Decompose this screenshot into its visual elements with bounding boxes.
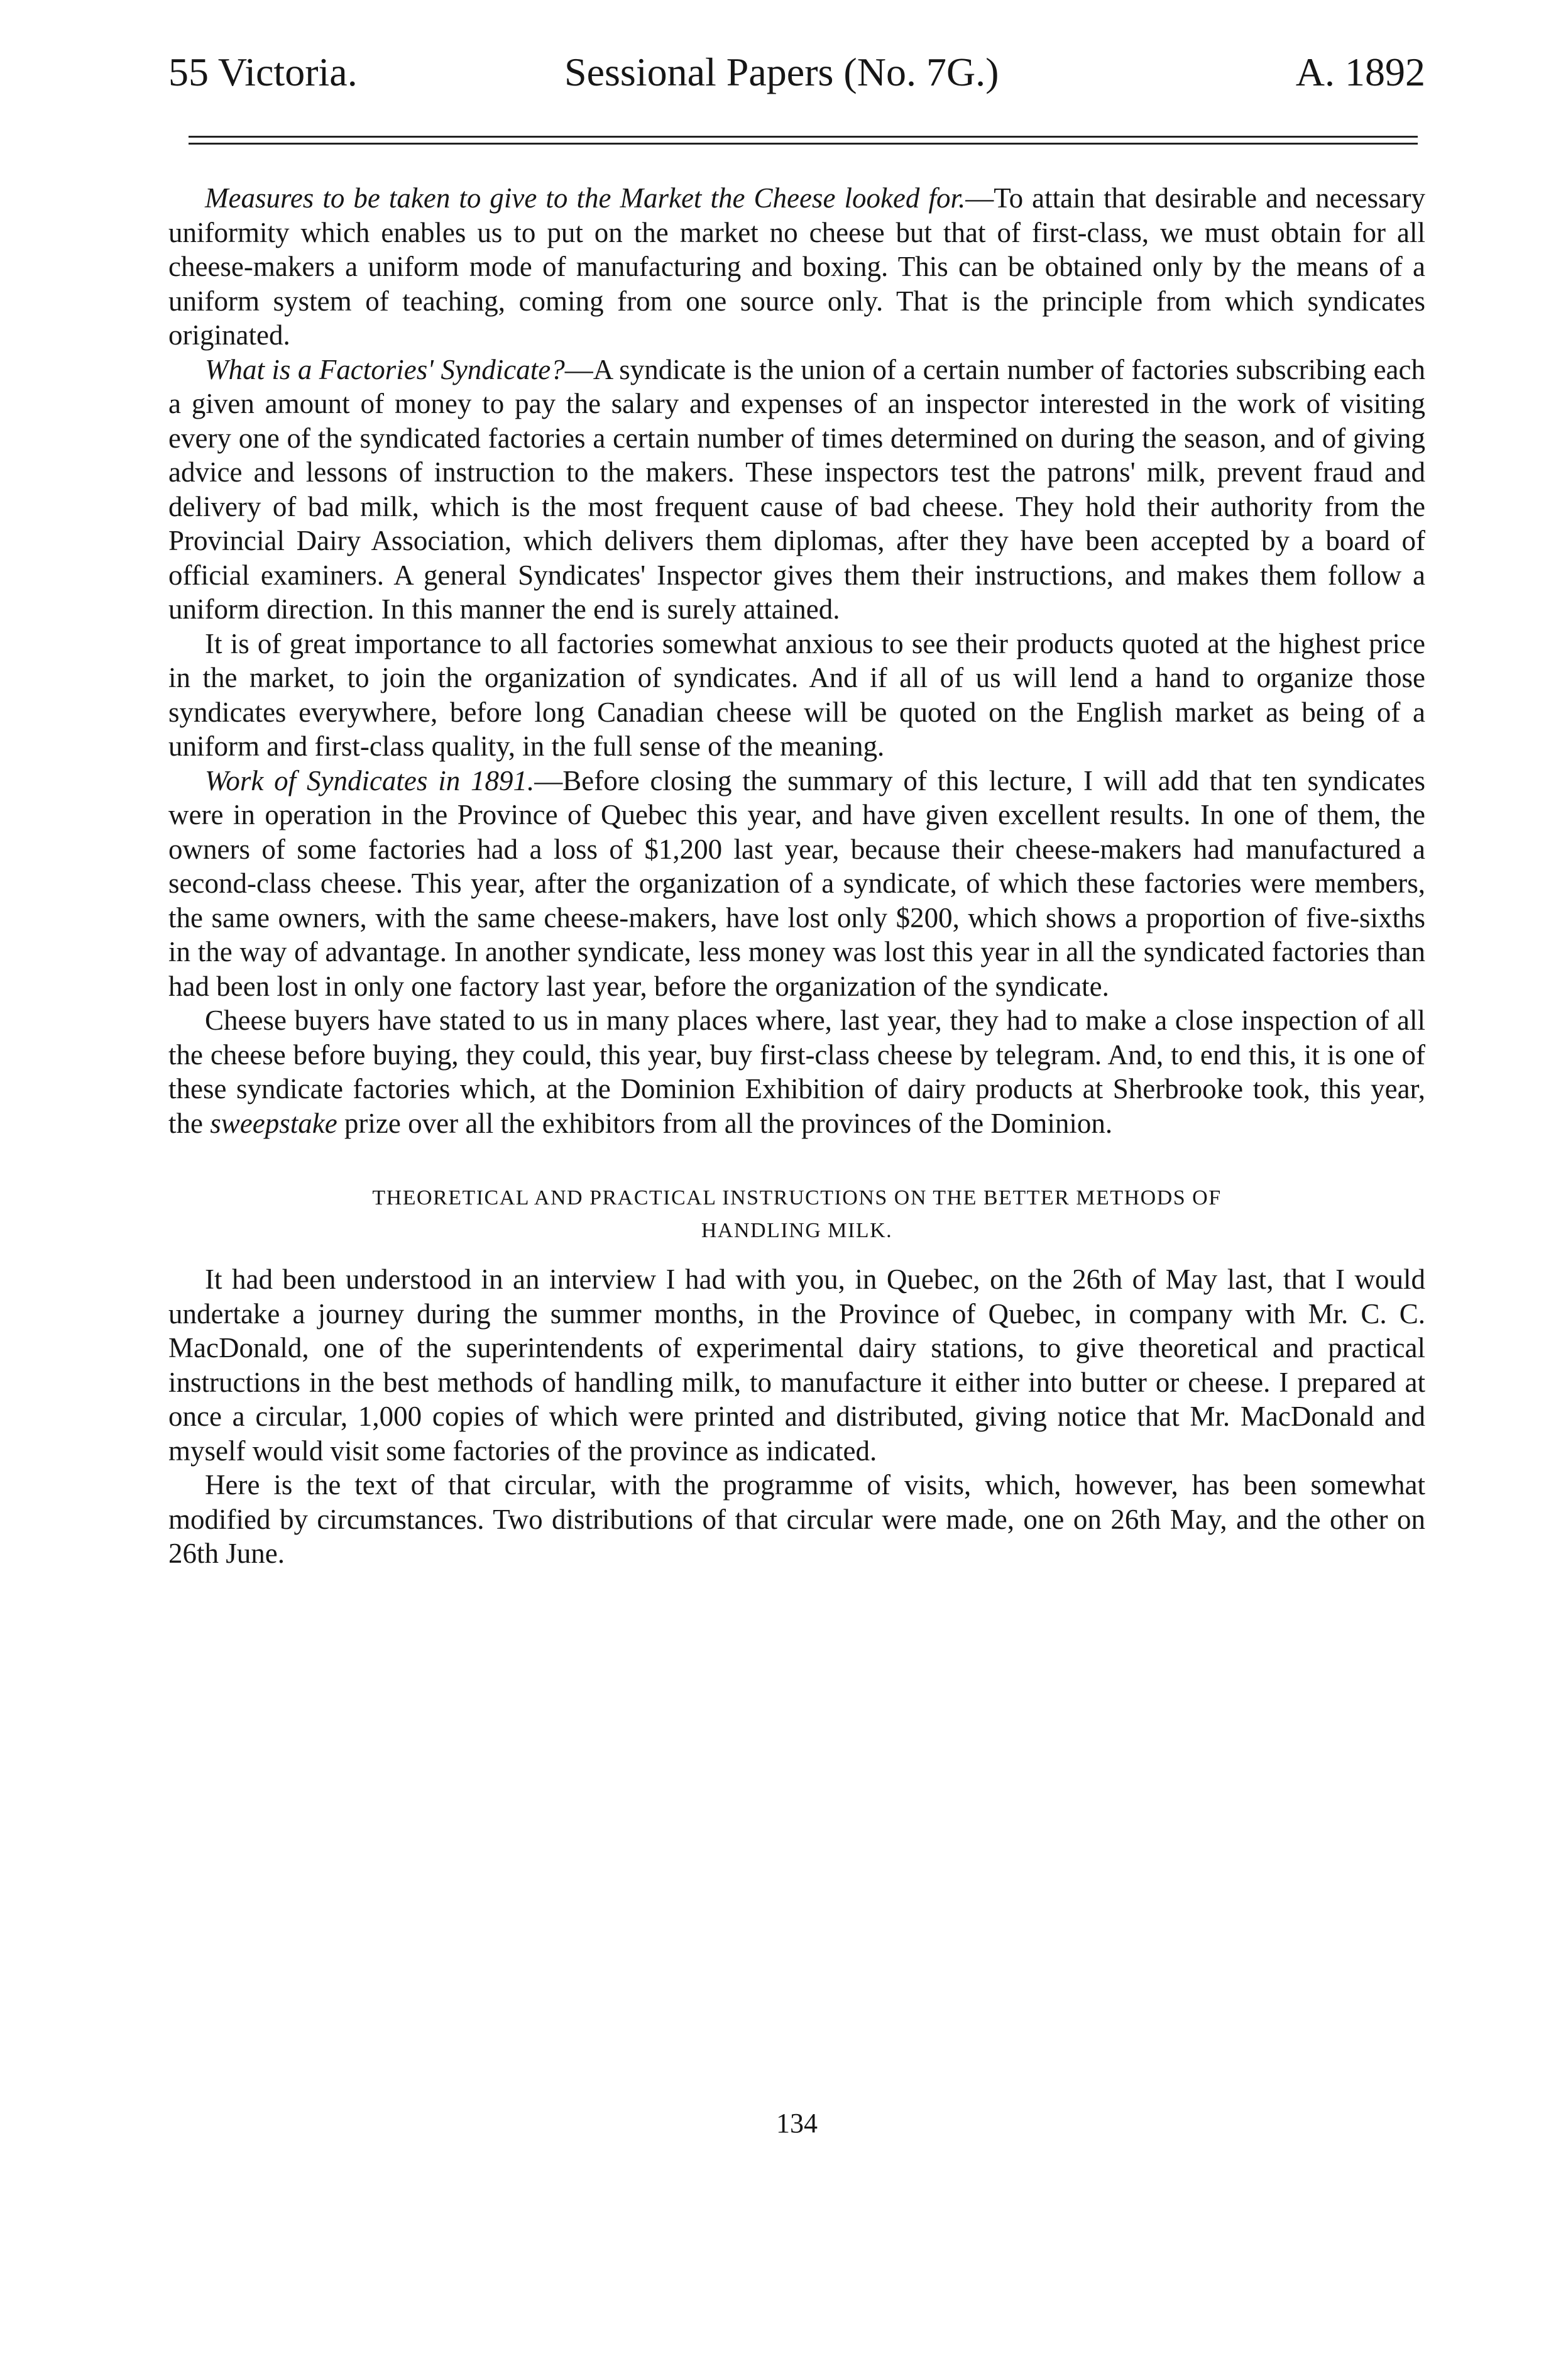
paragraph-text: —A syndicate is the union of a certain number of factories subscribing each a given amount of money to pay the salary and expenses of an inspector interested in the work of visiting every one of the syndicated factories a certain number of times determined on during the season, and of giving advice and lessons of instruction to the makers. These inspectors test the patrons' milk, prevent fraud and delivery of bad milk, which is the most frequent cause of bad cheese. They hold their authority from the Provincial Dairy Association, which delivers them diplomas, after they have been accepted by a board of official examiners. A general Syndicates' Inspector gives them their instructions, and makes them follow a uniform direction. In this manner the end is surely attained.: [168, 353, 1426, 625]
document-page: [168, 44, 1426, 2139]
paragraph-text: prize over all the exhibitors from all the provinces of the Dominion.: [337, 1107, 1113, 1139]
paragraph-text: Cheese buyers have stated to us in many places where, last year, they had to make a close inspection of all the cheese before buying, they could, this year, buy first-class cheese by telegram. And, to end this, it is one of these syndicate factories which, at the Dominion Exhibition of dairy products at Sherbrooke took, this year, the: [168, 1005, 1425, 1139]
header-rule-top: [189, 136, 1418, 138]
header-year: A. 1892: [1295, 50, 1425, 94]
section-heading-line: HANDLING MILK.: [701, 1219, 893, 1242]
paragraph-interview: It had been understood in an interview I had with you, in Quebec, on the 26th of May last, that I would undertake a journey during the summer months, in the Province of Quebec, in company with Mr. C. C. MacDonald, one of the superintendents of experimental dairy stations, to give theoretical and practical instructions in the best methods of handling milk, to manufacture it either into butter or cheese. I prepared at once a circular, 1,000 copies of which were printed and distributed, giving notice that Mr. MacDonald and myself would visit some factories of the province as indicated.: [168, 1264, 1425, 1467]
paragraph-lead: Work of Syndicates in 1891.: [205, 764, 535, 796]
paragraph-lead: Measures to be taken to give to the Market the Cheese looked for.: [205, 182, 966, 214]
header-rule-bottom: [189, 143, 1418, 145]
page-number: 134: [776, 2108, 818, 2139]
section-heading-line: THEORETICAL AND PRACTICAL INSTRUCTIONS ON THE BETTER METHODS OF: [372, 1186, 1222, 1209]
paragraph-syndicate-definition: [168, 353, 1425, 627]
paragraph-lead: What is a Factories' Syndicate?: [205, 353, 565, 385]
paragraph-work-1891: [168, 764, 1425, 1004]
paragraph-measures: [168, 181, 1425, 353]
paragraph-text: —Before closing the summary of this lecture, I will add that ten syndicates were in operation in the Province of Quebec this year, and have given excellent results. In one of them, the owners of some factories had a loss of $1,200 last year, because their cheese-makers had manufactured a second-class cheese. This year, after the organization of a syndicate, of which these factories were members, the same owners, with the same cheese-makers, have lost only $200, which shows a proportion of five-sixths in the way of advantage. In another syndicate, less money was lost this year in all the syndicated factories than had been lost in only one factory last year, before the organization of the syndicate.: [168, 764, 1425, 1002]
paragraph-circular: Here is the text of that circular, with the programme of visits, which, however, has been somewhat modified by circumstances. Two distributions of that circular were made, one on 26th May, and the other on 26th June.: [168, 1469, 1425, 1569]
paragraph-text: It is of great importance to all factories somewhat anxious to see their products quoted at the highest price in the market, to join the organization of syndicates. And if all of us will lend a hand to organize those syndicates everywhere, before long Canadian cheese will be quoted on the English market as being of a uniform and first-class quality, in the full sense of the meaning.: [168, 627, 1425, 762]
body-text: [168, 181, 1425, 1571]
paragraph-importance: [168, 627, 1425, 764]
paragraph-cheese-buyers: [168, 1003, 1425, 1140]
header-double-rule: [189, 136, 1418, 145]
section-heading: [168, 1182, 1425, 1247]
sweepstake-emphasis: sweepstake: [210, 1107, 337, 1139]
header-session: 55 Victoria.: [168, 50, 358, 94]
paragraph-text: —To attain that desirable and necessary uniformity which enables us to put on the market no cheese but that of first-class, we must obtain for all cheese-makers a uniform mode of manufacturing and boxing. This can be obtained only by the means of a uniform system of teaching, coming from one source only. That is the principle from which syndicates originated.: [168, 182, 1426, 351]
running-head: [168, 44, 1425, 101]
header-series-title: Sessional Papers (No. 7G.): [564, 50, 999, 94]
